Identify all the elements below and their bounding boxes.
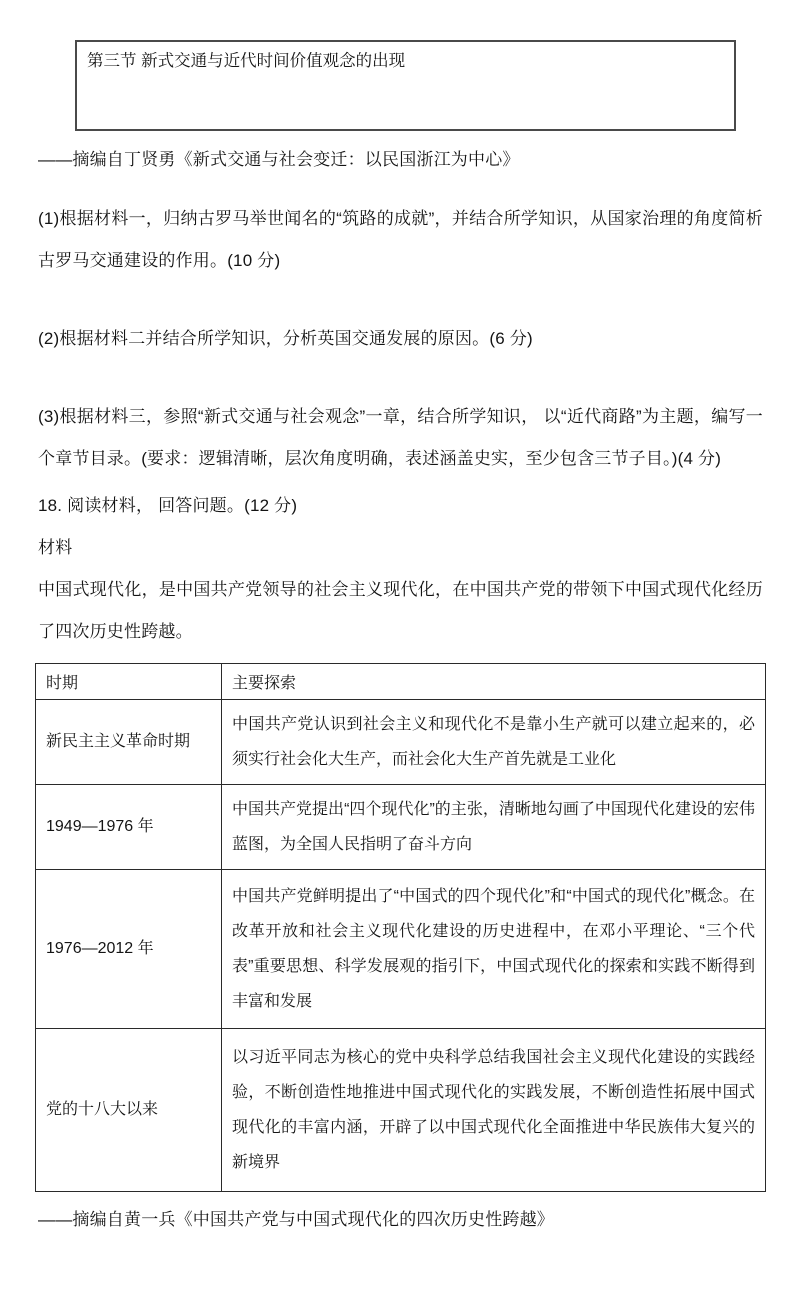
content-cell: 以习近平同志为核心的党中央科学总结我国社会主义现代化建设的实践经验，不断创造性地推进中国式现代化的实践发展，不断创造性拓展中国式现代化的丰富内涵，开辟了以中国式现代化全面推进中华民族伟大复兴的新境界 <box>222 1029 766 1192</box>
table-row <box>36 700 766 785</box>
source-citation-2: ——摘编自黄一兵《中国共产党与中国式现代化的四次历史性跨越》 <box>38 1210 554 1229</box>
table-header-row <box>36 664 766 700</box>
material-intro: 中国式现代化，是中国共产党领导的社会主义现代化，在中国共产党的带领下中国式现代化经历了四次历史性跨越。 <box>38 580 763 641</box>
question-3: (3)根据材料三，参照“新式交通与社会观念”一章，结合所学知识， 以“近代商路”为主题，编写一个章节目录。(要求：逻辑清晰，层次角度明确，表述涵盖史实，至少包含三节子目。)(4 分) <box>38 407 763 468</box>
question-1: (1)根据材料一，归纳古罗马举世闻名的“筑路的成就”，并结合所学知识，从国家治理的角度简析古罗马交通建设的作用。(10 分) <box>38 209 763 270</box>
chapter-box-text: 第三节 新式交通与近代时间价值观念的出现 <box>87 52 406 70</box>
content-cell: 中国共产党鲜明提出了“中国式的四个现代化”和“中国式的现代化”概念。在改革开放和社会主义现代化建设的历史进程中，在邓小平理论、“三个代表”重要思想、科学发展观的指引下，中国式现代化的探索和实践不断得到丰富和发展 <box>222 870 766 1029</box>
table-row <box>36 1029 766 1192</box>
content-cell: 中国共产党认识到社会主义和现代化不是靠小生产就可以建立起来的，必须实行社会化大生产，而社会化大生产首先就是工业化 <box>222 700 766 785</box>
content-cell: 中国共产党提出“四个现代化”的主张，清晰地勾画了中国现代化建设的宏伟蓝图，为全国人民指明了奋斗方向 <box>222 785 766 870</box>
table-row <box>36 870 766 1029</box>
material-table <box>35 663 766 1192</box>
table-row <box>36 785 766 870</box>
period-cell: 新民主主义革命时期 <box>36 700 222 785</box>
material-label: 材料 <box>38 538 73 557</box>
chapter-box <box>75 40 736 131</box>
source-citation-1: ——摘编自丁贤勇《新式交通与社会变迁：以民国浙江为中心》 <box>38 150 520 169</box>
table-header-content: 主要探索 <box>222 664 766 700</box>
table-header-period: 时期 <box>36 664 222 700</box>
period-cell: 1949—1976 年 <box>36 785 222 870</box>
period-cell: 党的十八大以来 <box>36 1029 222 1192</box>
question-2: (2)根据材料二并结合所学知识，分析英国交通发展的原因。(6 分) <box>38 329 533 348</box>
question-18-header: 18. 阅读材料， 回答问题。(12 分) <box>38 496 298 515</box>
period-cell: 1976—2012 年 <box>36 870 222 1029</box>
